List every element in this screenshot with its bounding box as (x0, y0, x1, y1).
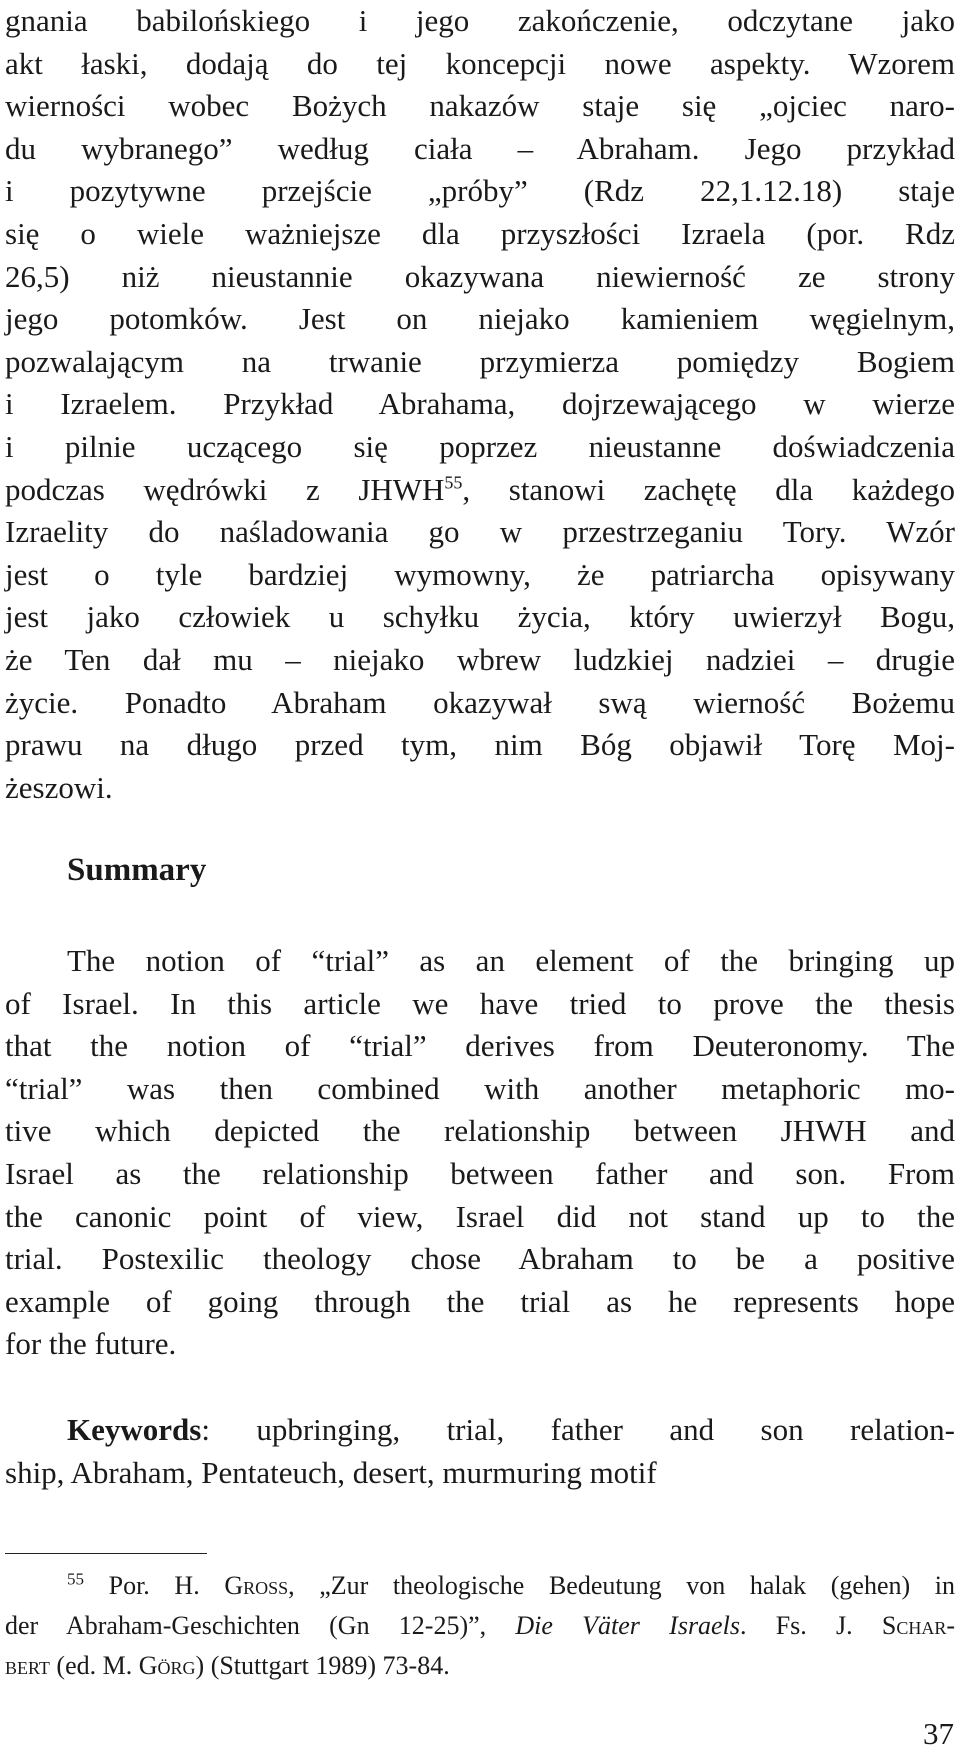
text-line: gnania babilońskiego i jego zakończenie, odczytane jako (5, 3, 955, 38)
text-line: 26,5) niż nieustannie okazywana niewierność ze strony (5, 258, 955, 294)
text-line: example of going through the trial as he represents hope (5, 1283, 955, 1319)
footnote-text: (ed. M. (49, 1651, 139, 1680)
footnote-text: ) (Stuttgart 1989) 73-84. (195, 1651, 450, 1680)
text-line: prawu na długo przed tym, nim Bóg objawił Torę Moj- (5, 727, 955, 763)
text-line (5, 469, 955, 512)
text-line: the canonic point of view, Israel did not stand up to the (5, 1198, 955, 1234)
footnote-book-title: Die Väter Israels (515, 1611, 740, 1640)
footnote-ref[interactable]: 55 (444, 472, 463, 493)
footnote-line (5, 1606, 955, 1646)
text-line: i pilnie uczącego się poprzez nieustanne doświadczenia (5, 428, 955, 464)
keywords-label: Keywords (67, 1412, 202, 1447)
text-line: akt łaski, dodają do tej koncepcji nowe aspekty. Wzorem (5, 45, 955, 81)
text-line: życie. Ponadto Abraham okazywał swą wierność Bożemu (5, 684, 955, 720)
text-line: ship, Abraham, Pentateuch, desert, murmuring motif (5, 1454, 657, 1490)
footnote-text: , „Zur theologische Bedeutung von halak (gehen) in (288, 1571, 955, 1600)
text-line: jego potomków. Jest on niejako kamieniem węgielnym, (5, 301, 955, 337)
summary-heading: Summary (67, 852, 207, 888)
polish-paragraph (5, 0, 955, 809)
footnote (5, 1566, 955, 1686)
text-line: żeszowi. (5, 769, 113, 805)
text-line: jest jako człowiek u schyłku życia, który uwierzył Bogu, (5, 599, 955, 635)
footnote-divider (5, 1553, 207, 1554)
footnote-author: Gross (224, 1571, 289, 1600)
text-line: The notion of “trial” as an element of the bringing up (67, 943, 955, 978)
footnote-editor: Görg (138, 1651, 196, 1680)
text-line: du wybranego” według ciała – Abraham. Jego przykład (5, 130, 955, 166)
text-line: that the notion of “trial” derives from Deuteronomy. The (5, 1028, 955, 1064)
text-line: i pozytywne przejście „próby” (Rdz 22,1.12.18) staje (5, 173, 955, 209)
footnote-number: 55 (67, 1569, 84, 1589)
summary-paragraph (5, 940, 955, 1366)
text-line: trial. Postexilic theology chose Abraham to be a positive (5, 1241, 955, 1277)
footnote-line (5, 1566, 955, 1606)
text-line: jest o tyle bardziej wymowny, że patriarcha opisywany (5, 556, 955, 592)
footnote-line (5, 1646, 955, 1686)
text-fragment: podczas wędrówki z JHWH (5, 471, 445, 507)
keywords-paragraph (5, 1409, 955, 1494)
text-line: się o wiele ważniejsze dla przyszłości Izraela (por. Rdz (5, 215, 955, 251)
text-line: pozwalającym na trwanie przymierza pomiędzy Bogiem (5, 343, 955, 379)
text-line: “trial” was then combined with another metaphoric mo- (5, 1070, 955, 1106)
text-line: Izraelity do naśladowania go w przestrzeganiu Tory. Wzór (5, 514, 955, 550)
footnote-text: der Abraham-Geschichten (Gn 12-25)”, (5, 1611, 516, 1640)
text-fragment: , stanowi zachętę dla każdego (462, 471, 955, 507)
footnote-text: Por. H. (84, 1571, 225, 1600)
text-line: i Izraelem. Przykład Abrahama, dojrzewającego w wierze (5, 386, 955, 422)
page-number: 37 (923, 1716, 954, 1751)
footnote-author: bert (5, 1651, 50, 1680)
text-line: że Ten dał mu – niejako wbrew ludzkiej nadziei – drugie (5, 641, 955, 677)
text-line (5, 1409, 955, 1452)
text-line: tive which depicted the relationship between JHWH and (5, 1113, 955, 1149)
text-line: for the future. (5, 1326, 177, 1362)
text-line: Israel as the relationship between father and son. From (5, 1155, 955, 1191)
keywords-text: : upbringing, trial, father and son relation- (201, 1412, 955, 1447)
text-line: wierności wobec Bożych nakazów staje się „ojciec naro- (5, 88, 955, 124)
footnote-text: . Fs. J. (739, 1611, 882, 1640)
text-line: of Israel. In this article we have tried to prove the thesis (5, 985, 955, 1021)
footnote-author: Schar- (881, 1611, 955, 1640)
